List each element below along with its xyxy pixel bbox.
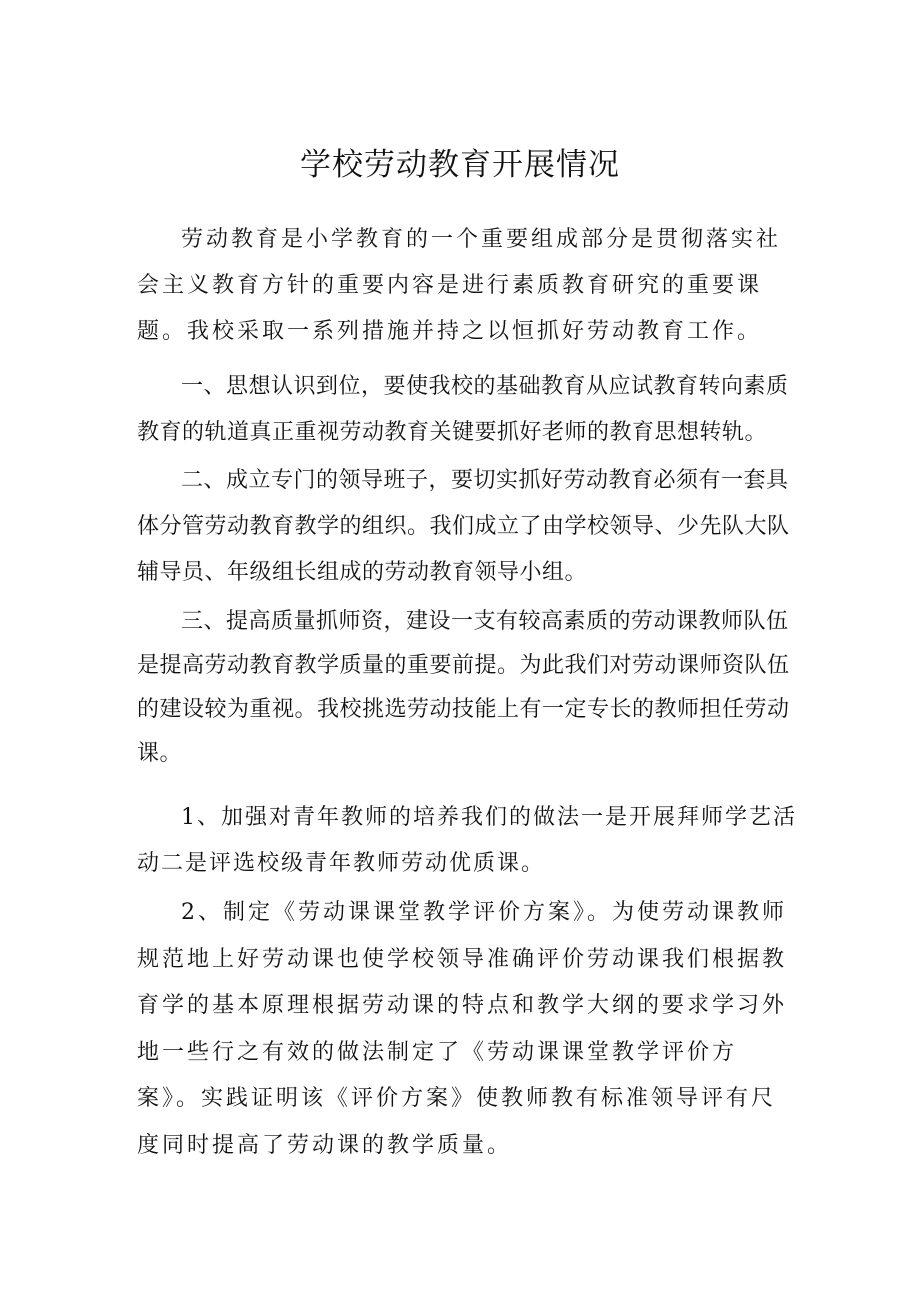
document-title: 学校劳动教育开展情况 — [300, 147, 620, 183]
section-three-paragraph: 三、提高质量抓师资，建设一支有较高素质的劳动课教师队伍是提高劳动教育教学质量的重要前提。为此我们对劳动课师资队伍的建设较为重视。我校挑选劳动技能上有一定专长的教师担任劳动课。 — [137, 609, 790, 766]
section-two-paragraph: 二、成立专门的领导班子，要切实抓好劳动教育必须有一套具体分管劳动教育教学的组织。我们成立了由学校领导、少先队大队辅导员、年级组长组成的劳动教育领导小组。 — [137, 468, 790, 585]
intro-paragraph: 劳动教育是小学教育的一个重要组成部分是贯彻落实社会主义教育方针的重要内容是进行素质教育研究的重要课题。我校采取一系列措施并持之以恒抓好劳动教育工作。 — [137, 227, 782, 344]
subsection-one-paragraph: 1、加强对青年教师的培养我们的做法一是开展拜师学艺活动二是评选校级青年教师劳动优质课。 — [137, 805, 797, 876]
subsection-two-paragraph: 2、制定《劳动课课堂教学评价方案》。为使劳动课教师规范地上好劳动课也使学校领导准确评价劳动课我们根据教育学的基本原理根据劳动课的特点和教学大纲的要求学习外地一些行之有效的做法制定了《劳动课课堂教学评价方案》。实践证明该《评价方案》使教师教有标准领导评有尺度同时提高了劳动课的教学质量。 — [137, 900, 788, 1158]
section-one-paragraph: 一、思想认识到位，要使我校的基础教育从应试教育转向素质教育的轨道真正重视劳动教育关键要抓好老师的教育思想转轨。 — [137, 374, 789, 445]
